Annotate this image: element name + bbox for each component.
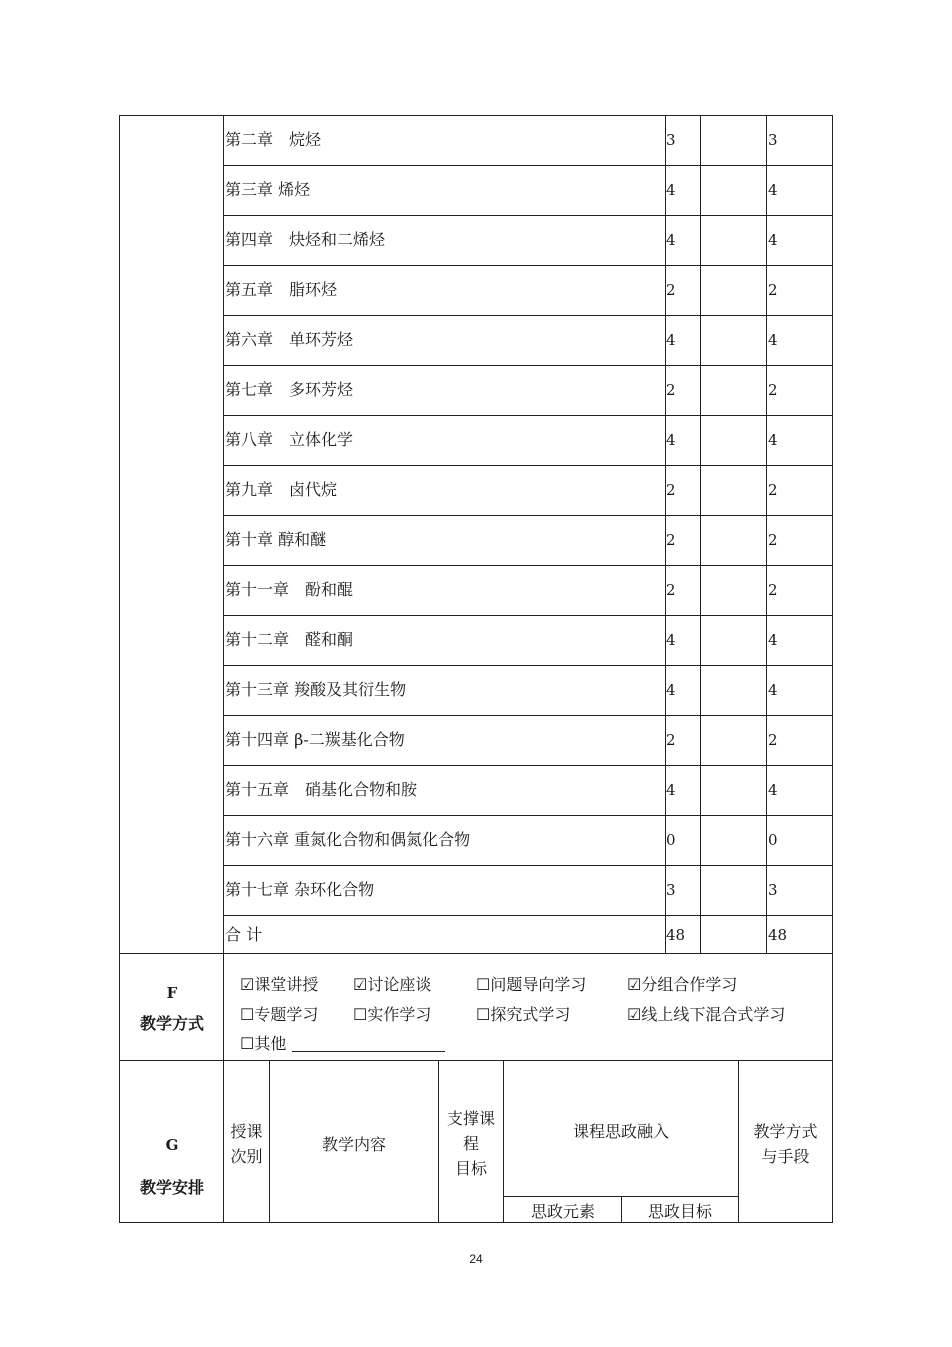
table-row-divider xyxy=(223,465,833,466)
hours-cell-c: 4 xyxy=(768,231,778,249)
chapter-name: 第十章 醇和醚 xyxy=(225,530,327,549)
hours-cell-a: 2 xyxy=(666,531,676,549)
table-row-divider xyxy=(223,815,833,816)
grid-line xyxy=(438,1060,439,1223)
hours-cell-a: 2 xyxy=(666,481,676,499)
hours-cell-a: 4 xyxy=(666,181,676,199)
option-lecture[interactable]: ☑课堂讲授 xyxy=(240,975,319,994)
hours-cell-a: 2 xyxy=(666,381,676,399)
option-group-cooperation[interactable]: ☑分组合作学习 xyxy=(627,975,738,994)
table-row-divider xyxy=(223,765,833,766)
option-discussion[interactable]: ☑讨论座谈 xyxy=(353,975,432,994)
page-number: 24 xyxy=(469,1252,483,1266)
header-session-line2: 次别 xyxy=(230,1147,263,1166)
chapter-name: 第八章 立体化学 xyxy=(225,430,354,449)
grid-line xyxy=(119,953,833,954)
chapter-name: 第十二章 醛和酮 xyxy=(225,630,354,649)
table-row-divider xyxy=(223,315,833,316)
grid-line xyxy=(700,115,701,954)
grid-line xyxy=(119,115,120,1223)
hours-cell-c: 2 xyxy=(768,581,778,599)
option-other[interactable]: ☐其他 xyxy=(240,1034,287,1053)
header-method-line2: 与手段 xyxy=(761,1147,810,1166)
hours-cell-a: 4 xyxy=(666,231,676,249)
table-row-divider xyxy=(223,515,833,516)
option-inquiry[interactable]: ☐探究式学习 xyxy=(476,1005,571,1024)
header-support-line2: 程 xyxy=(462,1134,479,1153)
chapter-name: 第十七章 杂环化合物 xyxy=(225,880,375,899)
hours-cell-c: 4 xyxy=(768,431,778,449)
hours-cell-a: 3 xyxy=(666,881,676,899)
grid-line xyxy=(223,115,224,1223)
chapter-name: 第四章 炔烃和二烯烃 xyxy=(225,230,386,249)
section-g-title: 教学安排 xyxy=(139,1178,204,1197)
chapter-name: 第二章 烷烃 xyxy=(225,130,322,149)
hours-cell-a: 4 xyxy=(666,331,676,349)
hours-cell-a: 3 xyxy=(666,131,676,149)
header-ideology-elements: 思政元素 xyxy=(530,1202,595,1221)
grid-line xyxy=(503,1196,739,1197)
table-row-divider xyxy=(223,915,833,916)
header-method-line1: 教学方式 xyxy=(753,1122,818,1141)
header-ideology-goals: 思政目标 xyxy=(647,1202,712,1221)
hours-cell-c: 4 xyxy=(768,781,778,799)
section-f-title: 教学方式 xyxy=(139,1014,204,1033)
grid-line xyxy=(621,1196,622,1223)
table-row-divider xyxy=(223,615,833,616)
section-f-letter: F xyxy=(166,984,178,1002)
chapter-name: 第五章 脂环烃 xyxy=(225,280,338,299)
chapter-name: 第七章 多环芳烃 xyxy=(225,380,354,399)
chapter-name: 第十一章 酚和醌 xyxy=(225,580,354,599)
hours-cell-c: 4 xyxy=(768,181,778,199)
chapter-name: 第十五章 硝基化合物和胺 xyxy=(225,780,418,799)
grid-line xyxy=(738,1060,739,1223)
section-g-letter: G xyxy=(165,1136,179,1154)
hours-cell-c: 3 xyxy=(768,881,778,899)
table-row-divider xyxy=(223,165,833,166)
chapter-name: 第三章 烯烃 xyxy=(225,180,311,199)
hours-cell-a: 4 xyxy=(666,781,676,799)
table-row-divider xyxy=(223,565,833,566)
hours-cell-a: 4 xyxy=(666,431,676,449)
hours-cell-a: 4 xyxy=(666,681,676,699)
hours-cell-a: 48 xyxy=(666,925,686,944)
header-support-line3: 目标 xyxy=(454,1159,487,1178)
hours-cell-c: 2 xyxy=(768,731,778,749)
hours-cell-a: 2 xyxy=(666,581,676,599)
hours-cell-a: 2 xyxy=(666,281,676,299)
grid-line xyxy=(119,1222,833,1223)
hours-cell-c: 4 xyxy=(768,331,778,349)
hours-cell-a: 4 xyxy=(666,631,676,649)
chapter-name: 第十三章 羧酸及其衍生物 xyxy=(225,680,407,699)
hours-cell-c: 4 xyxy=(768,631,778,649)
other-blank-line[interactable] xyxy=(292,1051,445,1052)
table-row-divider xyxy=(223,715,833,716)
header-support-line1: 支撑课 xyxy=(446,1109,495,1128)
hours-cell-a: 2 xyxy=(666,731,676,749)
table-row-divider xyxy=(223,665,833,666)
grid-line xyxy=(119,115,833,116)
header-method xyxy=(739,1119,832,1169)
grid-line xyxy=(832,115,833,1223)
hours-cell-c: 48 xyxy=(768,925,788,944)
hours-cell-c: 0 xyxy=(768,831,778,849)
grid-line xyxy=(665,115,666,954)
hours-cell-a: 0 xyxy=(666,831,676,849)
table-row-divider xyxy=(223,415,833,416)
option-blended[interactable]: ☑线上线下混合式学习 xyxy=(627,1005,786,1024)
header-support xyxy=(439,1106,503,1181)
hours-cell-c: 3 xyxy=(768,131,778,149)
header-content: 教学内容 xyxy=(321,1135,386,1154)
hours-cell-c: 2 xyxy=(768,281,778,299)
hours-cell-c: 4 xyxy=(768,681,778,699)
grid-line xyxy=(119,1060,833,1061)
option-topic-study[interactable]: ☐专题学习 xyxy=(240,1005,319,1024)
option-problem-based[interactable]: ☐问题导向学习 xyxy=(476,975,587,994)
grid-line xyxy=(269,1060,270,1223)
header-ideology: 课程思政融入 xyxy=(572,1122,669,1141)
chapter-name: 第十四章 β-二羰基化合物 xyxy=(225,730,405,749)
chapter-name: 第六章 单环芳烃 xyxy=(225,330,354,349)
table-row-divider xyxy=(223,865,833,866)
hours-cell-c: 2 xyxy=(768,481,778,499)
header-session xyxy=(224,1119,269,1169)
table-row-divider xyxy=(223,265,833,266)
grid-line xyxy=(503,1060,504,1223)
chapter-name: 第九章 卤代烷 xyxy=(225,480,338,499)
option-practice[interactable]: ☐实作学习 xyxy=(353,1005,432,1024)
total-label: 合 计 xyxy=(225,924,263,944)
grid-line xyxy=(766,115,767,954)
chapter-name: 第十六章 重氮化合物和偶氮化合物 xyxy=(225,830,471,849)
hours-cell-c: 2 xyxy=(768,381,778,399)
table-row-divider xyxy=(223,215,833,216)
header-session-line1: 授课 xyxy=(230,1122,263,1141)
table-row-divider xyxy=(223,365,833,366)
hours-cell-c: 2 xyxy=(768,531,778,549)
